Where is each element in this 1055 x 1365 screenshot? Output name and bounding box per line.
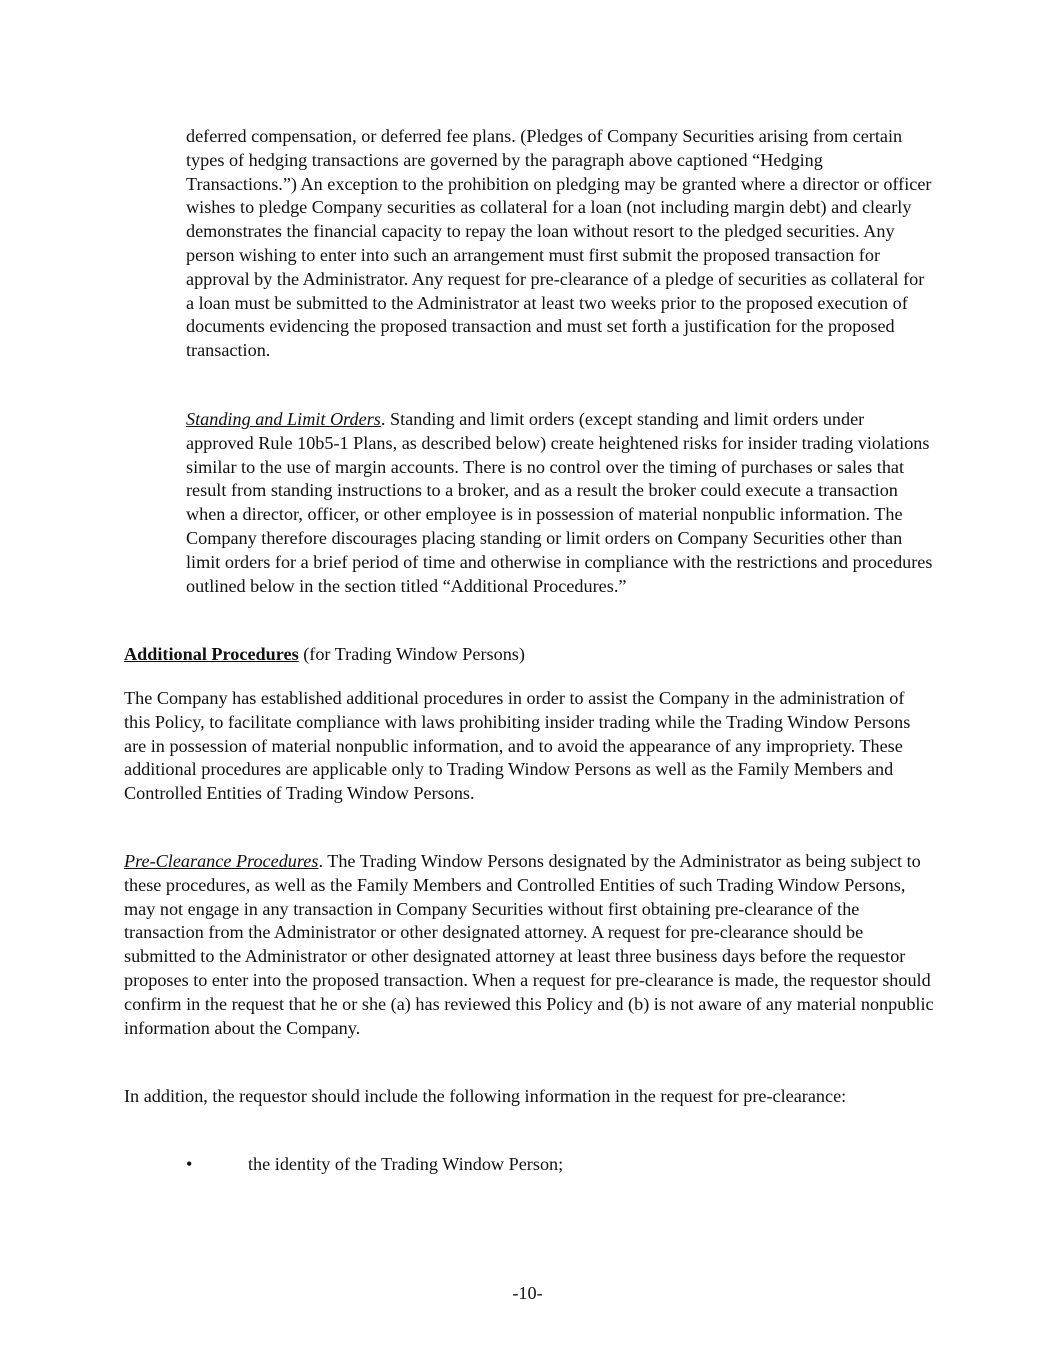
pre-clearance-caption: Pre-Clearance Procedures — [124, 851, 319, 871]
bullet-icon: • — [186, 1154, 193, 1174]
list-item-text: the identity of the Trading Window Person; — [248, 1154, 564, 1174]
page-number: -10- — [512, 1283, 543, 1303]
additional-procedures-title: Additional Procedures — [124, 644, 299, 664]
additional-procedures-subtitle: (for Trading Window Persons) — [298, 644, 525, 664]
pledging-paragraph: deferred compensation, or deferred fee plans. (Pledges of Company Securities arising from certain types of hedging transactions are governed by the paragraph above captioned “Hedging Transactions.”) An exception to the prohibition on pledging may be granted where a director or officer wishes to pledge Company securities as collateral for a loan (not including margin debt) and clearly demonstrates the financial capacity to repay the loan without resort to the pledged securities. Any person wishing to enter into such an arrangement must first submit the proposed transaction for approval by the Administrator. Any request for pre-clearance of a pledge of securities as collateral for a loan must be submitted to the Administrator at least two weeks prior to the proposed execution of documents evidencing the proposed transaction and must set forth a justification for the proposed transaction. — [186, 126, 932, 361]
standing-limit-orders-body: . Standing and limit orders (except standing and limit orders under approved Rule 10b5-1 Plans, as described below) create heightened risks for insider trading violations similar to the use of margin accounts. There is no control over the timing of purchases or sales that result from standing instructions to a broker, and as a result the broker could execute a transaction when a director, officer, or other employee is in possession of material nonpublic information. The Company therefore discourages placing standing or limit orders on Company Securities other than limit orders for a brief period of time and otherwise in compliance with the restrictions and procedures outlined below in the section titled “Additional Procedures.” — [186, 409, 933, 596]
standing-limit-orders-paragraph — [186, 408, 934, 598]
additional-procedures-heading — [124, 643, 934, 667]
in-addition-paragraph: In addition, the requestor should include the following information in the request for pre-clearance: — [124, 1086, 847, 1106]
pre-clearance-body: . The Trading Window Persons designated by the Administrator as being subject to these procedures, as well as the Family Members and Controlled Entities of such Trading Window Persons, may not engage in any transaction in Company Securities without first obtaining pre-clearance of the transaction from the Administrator or other designated attorney. A request for pre-clearance should be submitted to the Administrator or other designated attorney at least three business days before the requestor proposes to enter into the proposed transaction. When a request for pre-clearance is made, the requestor should confirm in the request that he or she (a) has reviewed this Policy and (b) is not aware of any material nonpublic information about the Company. — [124, 851, 934, 1038]
additional-procedures-intro: The Company has established additional procedures in order to assist the Company in the administration of this Policy, to facilitate compliance with laws prohibiting insider trading while the Trading Window Persons are in possession of material nonpublic information, and to avoid the appearance of any impropriety. These additional procedures are applicable only to Trading Window Persons as well as the Family Members and Controlled Entities of Trading Window Persons. — [124, 688, 911, 804]
standing-limit-orders-caption: Standing and Limit Orders — [186, 409, 381, 429]
pre-clearance-paragraph — [124, 850, 934, 1040]
list-item — [186, 1153, 934, 1177]
